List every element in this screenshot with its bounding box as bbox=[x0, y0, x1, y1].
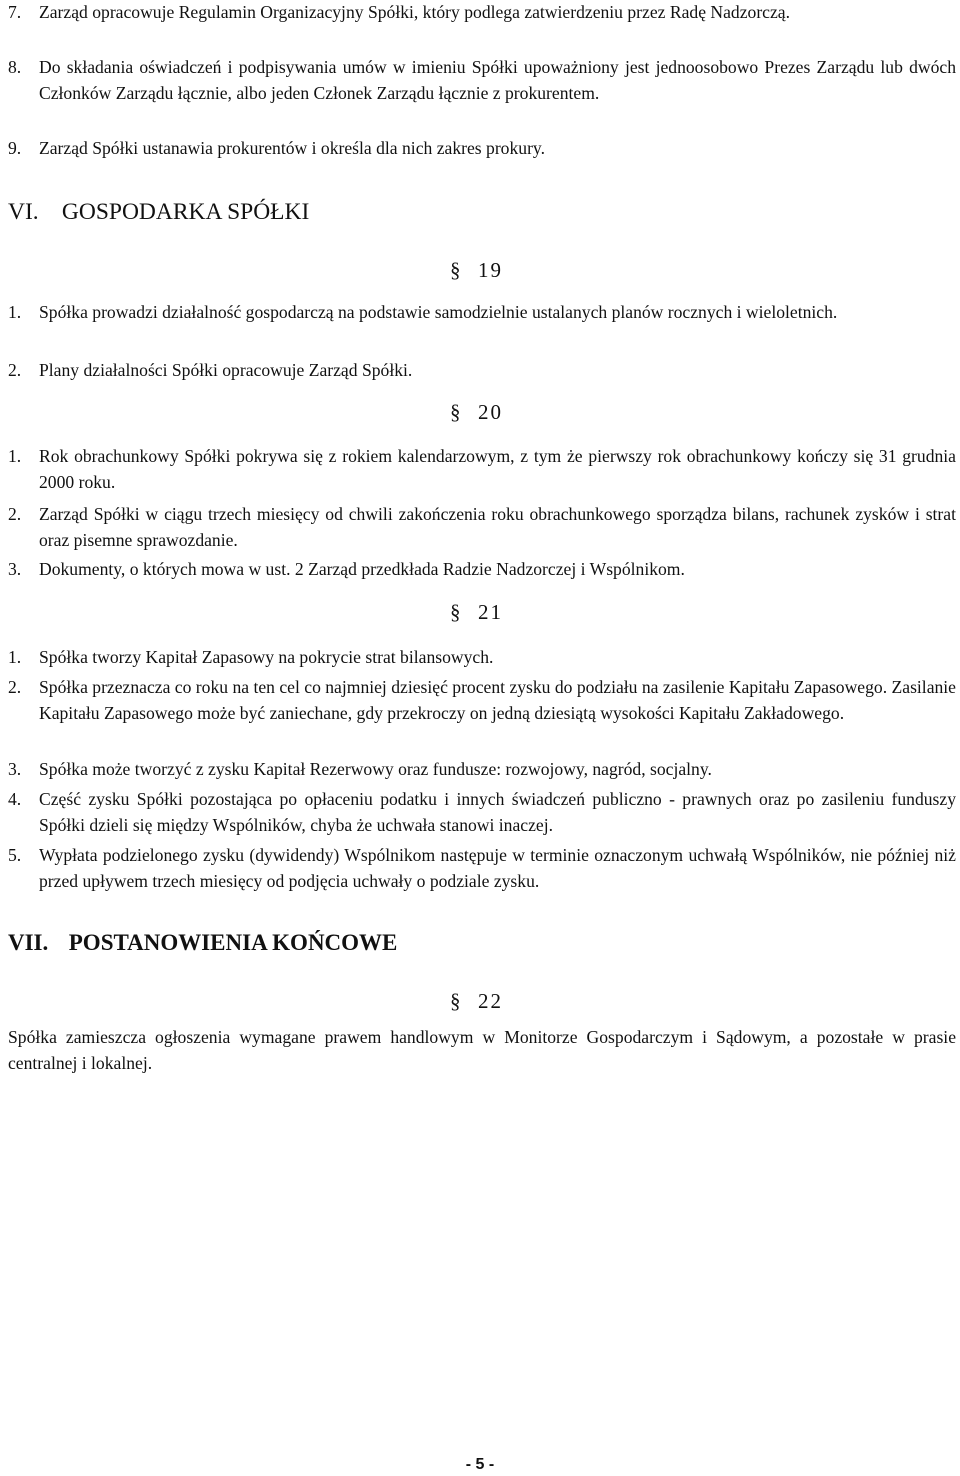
item-text: Część zysku Spółki pozostająca po opłaceniu podatku i innych świadczeń publiczno - prawnych oraz po zasileniu funduszy Spółki dzieli się między Wspólników, chyba że uchwała stanowi inaczej. bbox=[39, 789, 956, 835]
paragraph-number: 22 bbox=[478, 989, 503, 1013]
list-item bbox=[8, 843, 956, 894]
list-item bbox=[8, 502, 956, 553]
section-number: VII. bbox=[8, 930, 49, 955]
section-number: VI. bbox=[8, 199, 39, 225]
list-item bbox=[8, 557, 956, 583]
item-text: Rok obrachunkowy Spółki pokrywa się z rokiem kalendarzowym, z tym że pierwszy rok obrachunkowy kończy się 31 grudnia 2000 roku. bbox=[39, 446, 956, 492]
paragraph-marker-21 bbox=[450, 598, 503, 626]
list-item bbox=[8, 0, 956, 26]
paragraph-marker-19 bbox=[450, 256, 503, 284]
section-heading-vii bbox=[8, 928, 397, 958]
item-number: 3. bbox=[8, 759, 22, 779]
item-number: 2. bbox=[8, 360, 22, 380]
item-number: 5. bbox=[8, 845, 22, 865]
paragraph-marker-20 bbox=[450, 398, 503, 426]
paragraph-number: 20 bbox=[478, 400, 503, 424]
list-item bbox=[8, 645, 956, 671]
item-number: 7. bbox=[8, 2, 22, 22]
list-item bbox=[8, 675, 956, 726]
item-number: 9. bbox=[8, 138, 22, 158]
list-item bbox=[8, 787, 956, 838]
item-number: 1. bbox=[8, 446, 22, 466]
page-number: - 5 - bbox=[465, 1456, 495, 1473]
list-item bbox=[8, 757, 956, 783]
item-text: Zarząd Spółki ustanawia prokurentów i określa dla nich zakres prokury. bbox=[39, 138, 545, 158]
paragraph-number: 21 bbox=[478, 600, 503, 624]
item-text: Plany działalności Spółki opracowuje Zarząd Spółki. bbox=[39, 360, 413, 380]
section-title: GOSPODARKA SPÓŁKI bbox=[61, 199, 310, 225]
list-item bbox=[8, 444, 956, 495]
section-sign: § bbox=[450, 258, 461, 282]
item-number: 3. bbox=[8, 559, 22, 579]
section-title: POSTANOWIENIA KOŃCOWE bbox=[68, 930, 398, 955]
item-text: Spółka przeznacza co roku na ten cel co najmniej dziesięć procent zysku do podziału na zasilenie Kapitału Zapasowego. Zasilanie Kapitału Zapasowego może być zaniechane, gdy przekroczy on jedną dziesiątą wysokości Kapitału Zakładowego. bbox=[39, 677, 956, 723]
section-heading-vi bbox=[8, 197, 309, 227]
item-number: 1. bbox=[8, 302, 22, 322]
item-number: 8. bbox=[8, 57, 22, 77]
list-item bbox=[8, 358, 956, 384]
section-sign: § bbox=[450, 400, 461, 424]
item-text: Zarząd opracowuje Regulamin Organizacyjny Spółki, który podlega zatwierdzeniu przez Radę Nadzorczą. bbox=[39, 2, 791, 22]
item-text: Do składania oświadczeń i podpisywania umów w imieniu Spółki upoważniony jest jednoosobowo Prezes Zarządu lub dwóch Członków Zarządu łącznie, albo jeden Członek Zarządu łącznie z prokurentem. bbox=[39, 57, 956, 103]
section-sign: § bbox=[450, 989, 461, 1013]
item-text: Spółka może tworzyć z zysku Kapitał Rezerwowy oraz fundusze: rozwojowy, nagród, socjalny. bbox=[39, 759, 712, 779]
item-text: Wypłata podzielonego zysku (dywidendy) Wspólnikom następuje w terminie oznaczonym uchwałą Wspólników, nie później niż przed upływem trzech miesięcy od podjęcia uchwały o podziale zysku. bbox=[39, 845, 956, 891]
item-number: 2. bbox=[8, 504, 22, 524]
section-sign: § bbox=[450, 600, 461, 624]
item-number: 1. bbox=[8, 647, 22, 667]
list-item bbox=[8, 136, 956, 162]
item-text: Zarząd Spółki w ciągu trzech miesięcy od chwili zakończenia roku obrachunkowego sporządza bilans, rachunek zysków i strat oraz pisemne sprawozdanie. bbox=[39, 504, 956, 550]
paragraph-text: Spółka zamieszcza ogłoszenia wymagane prawem handlowym w Monitorze Gospodarczym i Sądowym, a pozostałe w prasie centralnej i lokalnej. bbox=[8, 1027, 956, 1073]
item-number: 4. bbox=[8, 789, 22, 809]
item-text: Spółka prowadzi działalność gospodarczą na podstawie samodzielnie ustalanych planów rocznych i wieloletnich. bbox=[39, 302, 838, 322]
list-item bbox=[8, 55, 956, 106]
paragraph-marker-22 bbox=[450, 987, 503, 1015]
item-text: Dokumenty, o których mowa w ust. 2 Zarząd przedkłada Radzie Nadzorczej i Wspólnikom. bbox=[39, 559, 685, 579]
item-text: Spółka tworzy Kapitał Zapasowy na pokrycie strat bilansowych. bbox=[39, 647, 494, 667]
paragraph-number: 19 bbox=[478, 258, 503, 282]
item-number: 2. bbox=[8, 677, 22, 697]
list-item bbox=[8, 300, 956, 326]
